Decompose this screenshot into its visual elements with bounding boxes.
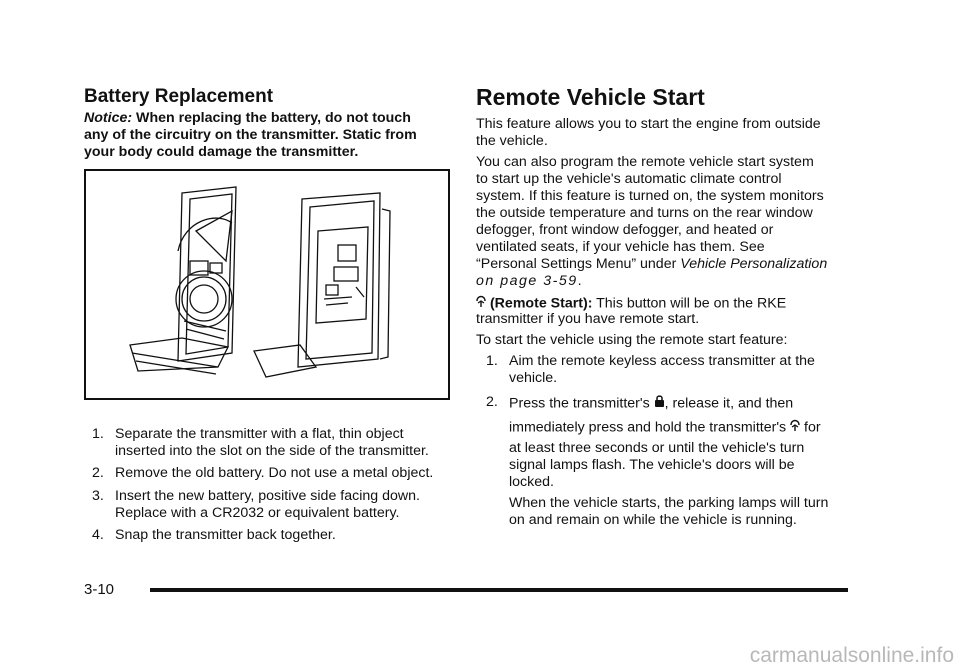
watermark: carmanualsonline.info: [749, 644, 954, 667]
para2-line-2: to start up the vehicle's automatic climate control: [476, 171, 782, 187]
para2-line-5: defogger, front window defogger, and heated or: [476, 222, 774, 238]
remote-start-text-1: This button will be on the RKE: [592, 295, 787, 312]
remote-start-label: (Remote Start):: [489, 295, 593, 312]
rs-step-2-line-1: [509, 394, 793, 413]
para2-line-8: [476, 273, 582, 290]
para2-line-6: ventilated seats, if your vehicle has them. See: [476, 239, 765, 255]
notice-text-1: When replacing the battery, do not touch: [136, 110, 411, 126]
para1-line-2: the vehicle.: [476, 133, 548, 149]
rs-step-2-line-3: at least three seconds or until the vehicle's turn: [509, 440, 805, 456]
step-1-line-1: Separate the transmitter with a flat, thin object: [115, 426, 404, 442]
notice-label: Notice:: [84, 110, 133, 126]
intro-text: To start the vehicle using the remote start feature:: [476, 332, 788, 348]
remote-start-icon: [790, 418, 800, 437]
rs-step-2-line-1b: , release it, and then: [664, 395, 794, 412]
rs-step-2-line-5: locked.: [509, 474, 554, 490]
step-1-num: 1.: [92, 426, 104, 442]
notice-line-2: any of the circuitry on the transmitter. Static from: [84, 127, 417, 143]
notice-line-3: your body could damage the transmitter.: [84, 144, 359, 160]
rs-step-2-num: 2.: [486, 394, 498, 410]
rs-step-2-line-2a: immediately press and hold the transmitter's: [509, 419, 791, 436]
step-3-line-1: Insert the new battery, positive side facing down.: [115, 488, 420, 504]
step-2-num: 2.: [92, 465, 104, 481]
section-heading-battery: Battery Replacement: [84, 86, 274, 107]
rs-step-2-para2-line-1: When the vehicle starts, the parking lamps will turn: [509, 495, 829, 511]
para2-line-7-text: “Personal Settings Menu” under: [476, 256, 681, 272]
vehicle-personalization-link[interactable]: Vehicle Personalization: [680, 256, 828, 272]
rs-step-2-para2-line-2: on and remain on while the vehicle is running.: [509, 512, 797, 528]
step-4-line-1: Snap the transmitter back together.: [115, 527, 336, 543]
lock-icon: [654, 394, 665, 413]
step-3-num: 3.: [92, 488, 104, 504]
rs-step-1-line-1: Aim the remote keyless access transmitter at the: [509, 353, 815, 369]
para1-line-1: This feature allows you to start the engine from outside: [476, 116, 821, 132]
para2-line-1: You can also program the remote vehicle start system: [476, 154, 814, 170]
remote-start-line-2: transmitter if you have remote start.: [476, 311, 700, 327]
rs-step-1-num: 1.: [486, 353, 498, 369]
para2-line-3: system. If this feature is turned on, the system monitors: [476, 188, 824, 204]
rs-step-2-line-2b: for: [804, 419, 821, 436]
transmitter-diagram: [86, 171, 448, 398]
rs-step-2-line-1a: Press the transmitter's: [509, 395, 654, 412]
para2-line-4: the outside temperature and turns on the rear window: [476, 205, 813, 221]
step-3-line-2: Replace with a CR2032 or equivalent battery.: [115, 505, 400, 521]
page-number: 3-10: [84, 581, 115, 598]
step-1-line-2: inserted into the slot on the side of the transmitter.: [115, 443, 429, 459]
step-2-line-1: Remove the old battery. Do not use a metal object.: [115, 465, 434, 481]
footer-rule: [150, 588, 848, 592]
rs-step-2-line-4: signal lamps flash. The vehicle's doors will be: [509, 457, 795, 473]
section-heading-remote-start: Remote Vehicle Start: [476, 84, 705, 110]
notice-line-1: [84, 110, 411, 127]
transmitter-illustration: [84, 169, 450, 400]
para2-line-8-end: .: [577, 273, 582, 289]
step-4-num: 4.: [92, 527, 104, 543]
page-reference-link[interactable]: on page 3‑59: [476, 273, 578, 289]
rs-step-1-line-2: vehicle.: [509, 370, 558, 386]
rs-step-2-line-2: [509, 418, 821, 437]
para2-line-7: [476, 256, 827, 273]
